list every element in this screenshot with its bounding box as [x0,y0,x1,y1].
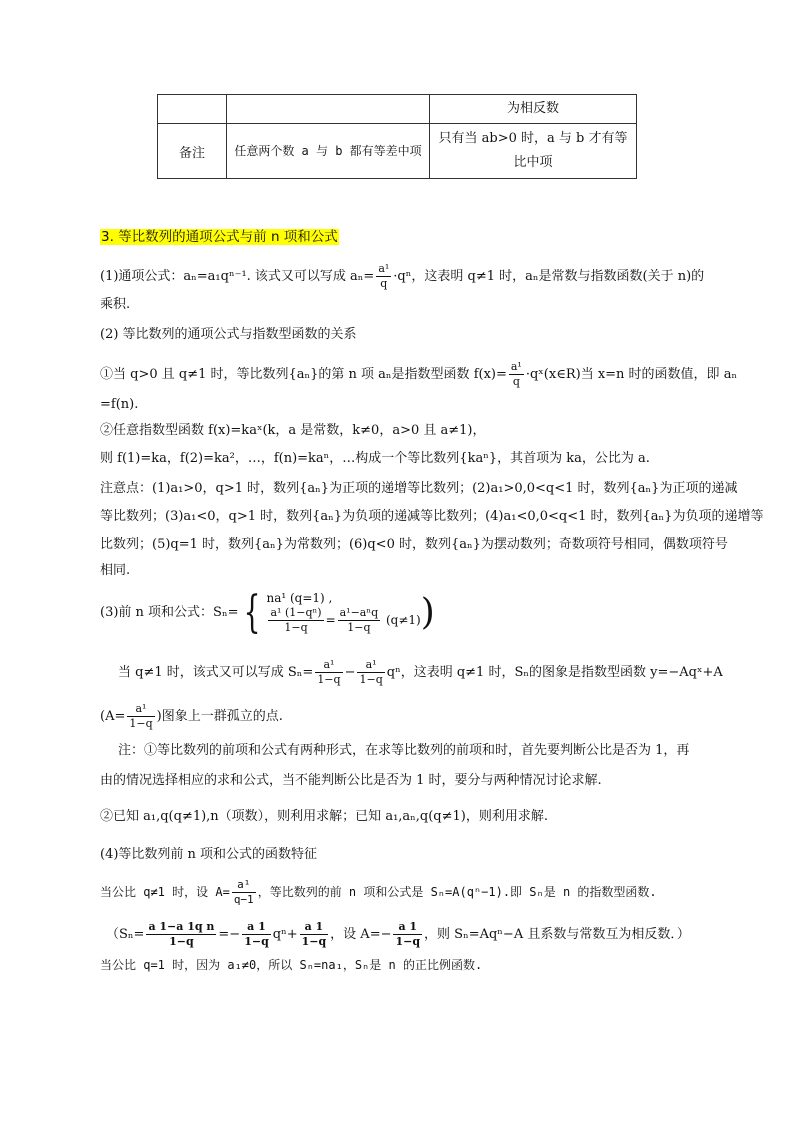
text: ，设 A=− [330,927,392,942]
fraction-denominator: q [380,277,388,290]
paragraph-line: =f(n). [100,397,139,412]
fraction-numerator: a¹ (1−qⁿ) [270,606,322,619]
fraction-numerator: a 1 [300,920,329,935]
section-heading-row [100,228,339,247]
paragraph-line: 乘积. [100,297,131,312]
paragraph-line: ②任意指数型函数 f(x)=kaˣ(k，a 是常数，k≠0，a>0 且 a≠1)， [100,423,486,438]
paragraph-line: (2) 等比数列的通项公式与指数型函数的关系 [100,327,357,342]
fraction [268,606,323,635]
text: = [325,613,336,627]
text: （Sₙ= [106,927,145,942]
text: ，则 Sₙ=Aqⁿ−A 且系数与常数互为相反数．） [424,927,690,942]
fraction-denominator: 1−q [129,717,153,730]
paragraph-line: 比数列；(5)q=1 时，数列{aₙ}为常数列；(6)q<0 时，数列{aₙ}为摆动数列；奇数项符号相同，偶数项符号 [100,537,728,552]
section-heading: 3. 等比数列的通项公式与前 n 项和公式 [101,229,338,245]
fraction [242,920,271,949]
paragraph-general-term [100,262,704,291]
paragraph-line: 当公比 q=1 时，因为 a₁≠0，所以 Sₙ=na₁，Sₙ是 n 的正比例函数. [100,958,483,972]
fraction-denominator: 1−q [359,673,383,686]
table-row [158,95,637,124]
sum-formula-cases [266,590,420,635]
table-cell: 只有当 ab>0 时，a 与 b 才有等比中项 [430,124,637,179]
fraction [357,658,384,687]
paragraph-line: (4)等比数列前 n 项和公式的函数特征 [100,847,318,862]
paragraph-line: 由的情况选择相应的求和公式，当不能判断公比是否为 1 时，要分与两种情况讨论求解. [100,773,602,788]
text: ，等比数列的前 n 项和公式是 Sₙ=A(qⁿ−1).即 Sₙ是 n 的指数型函数. [257,885,657,899]
text: (3)前 n 项和公式：Sₙ= [100,605,239,620]
fraction [393,920,422,949]
text: ①当 q>0 且 q≠1 时，等比数列{aₙ}的第 n 项 aₙ是指数型函数 f(x)= [100,367,507,382]
right-paren: ) [420,591,435,633]
text: =− [218,927,241,942]
paragraph-line: ②已知 a₁,q(q≠1),n（项数），则利用求解；已知 a₁,aₙ,q(q≠1)，则利用求解. [100,809,548,824]
fraction-numerator: a¹ [510,360,522,373]
fraction-denominator: 1−q [169,935,194,948]
left-brace: { [244,586,261,638]
fraction [127,702,154,731]
text: )图象上一群孤立的点. [156,709,283,724]
fraction-denominator: 1−q [244,935,269,948]
text: (q≠1) [386,613,421,627]
paragraph-exponential-relation [100,360,737,389]
paragraph-line: 注意点：(1)a₁>0，q>1 时，数列{aₙ}为正项的递增等比数列；(2)a₁>0,0<q<1 时，数列{aₙ}为正项的递减 [100,481,738,496]
paragraph-sum-formula [100,586,435,638]
table-cell [158,95,227,124]
fraction-numerator: a 1−a 1q n [148,920,215,933]
paragraph-line: 等比数列；(3)a₁<0，q>1 时，数列{aₙ}为负项的递减等比数列；(4)a₁<0,0<q<1 时，数列{aₙ}为负项的递增等 [100,509,764,524]
fraction-numerator: a¹ [315,658,342,673]
case-q-equals-one: na¹ (q=1) , [266,591,333,605]
fraction-numerator: a¹ [127,702,154,717]
fraction [315,658,342,687]
table-row [158,124,637,179]
paragraph-sum-rewrite [118,658,723,687]
text: (1)通项公式：aₙ=a₁qⁿ⁻¹. 该式又可以写成 aₙ= [100,269,375,284]
paragraph-line: 相同. [100,563,131,578]
text: − [344,665,356,680]
fraction [376,262,391,291]
text: qⁿ+ [272,927,298,942]
table-cell [227,95,430,124]
table-cell: 为相反数 [430,95,637,124]
fraction-denominator: 1−q [284,621,308,634]
paragraph-sum-derivation [106,920,690,949]
table-cell: 任意两个数 a 与 b 都有等差中项 [227,124,430,179]
text: qⁿ，这表明 q≠1 时，Sₙ的图象是指数型函数 y=−Aqˣ+A [386,665,723,680]
paragraph-line: 则 f(1)=ka，f(2)=ka²，…，f(n)=kaⁿ，…构成一个等比数列{kaⁿ}，其首项为 ka，公比为 a. [100,451,650,466]
text: 当公比 q≠1 时，设 A= [100,885,230,899]
fraction-numerator: a 1 [242,920,271,935]
fraction-numerator: a¹ [232,878,256,893]
fraction [509,360,524,389]
text: ·qˣ(x∈R)当 x=n 时的函数值，即 aₙ [525,367,738,382]
fraction [232,878,256,907]
fraction-denominator: 1−q [347,621,371,634]
fraction-numerator: a¹ [378,262,390,275]
case-q-not-one [266,606,420,635]
fraction-denominator: q [512,375,520,388]
fraction [338,606,381,635]
paragraph-line: 注：①等比数列的前项和公式有两种形式，在求等比数列的前项和时，首先要判断公比是否为 1，再 [118,743,690,758]
table-cell-note-label: 备注 [158,124,227,179]
fraction-denominator: 1−q [395,935,421,948]
fraction [146,920,216,949]
fraction-denominator: 1−q [317,673,341,686]
fraction-numerator: a¹−aⁿq [339,606,379,619]
fraction-denominator: 1−q [301,935,327,948]
text: 当 q≠1 时，该式又可以写成 Sₙ= [118,665,314,680]
fraction [300,920,329,949]
text: ·qⁿ，这表明 q≠1 时，aₙ是常数与指数函数(关于 n)的 [393,269,705,284]
fraction-denominator: q−1 [233,893,254,906]
fraction-numerator: a 1 [393,920,422,935]
paragraph-function-feature [100,878,657,907]
paragraph-a-definition [100,702,283,731]
fraction-numerator: a¹ [357,658,384,673]
text: (A= [100,709,126,724]
comparison-table [157,94,637,179]
